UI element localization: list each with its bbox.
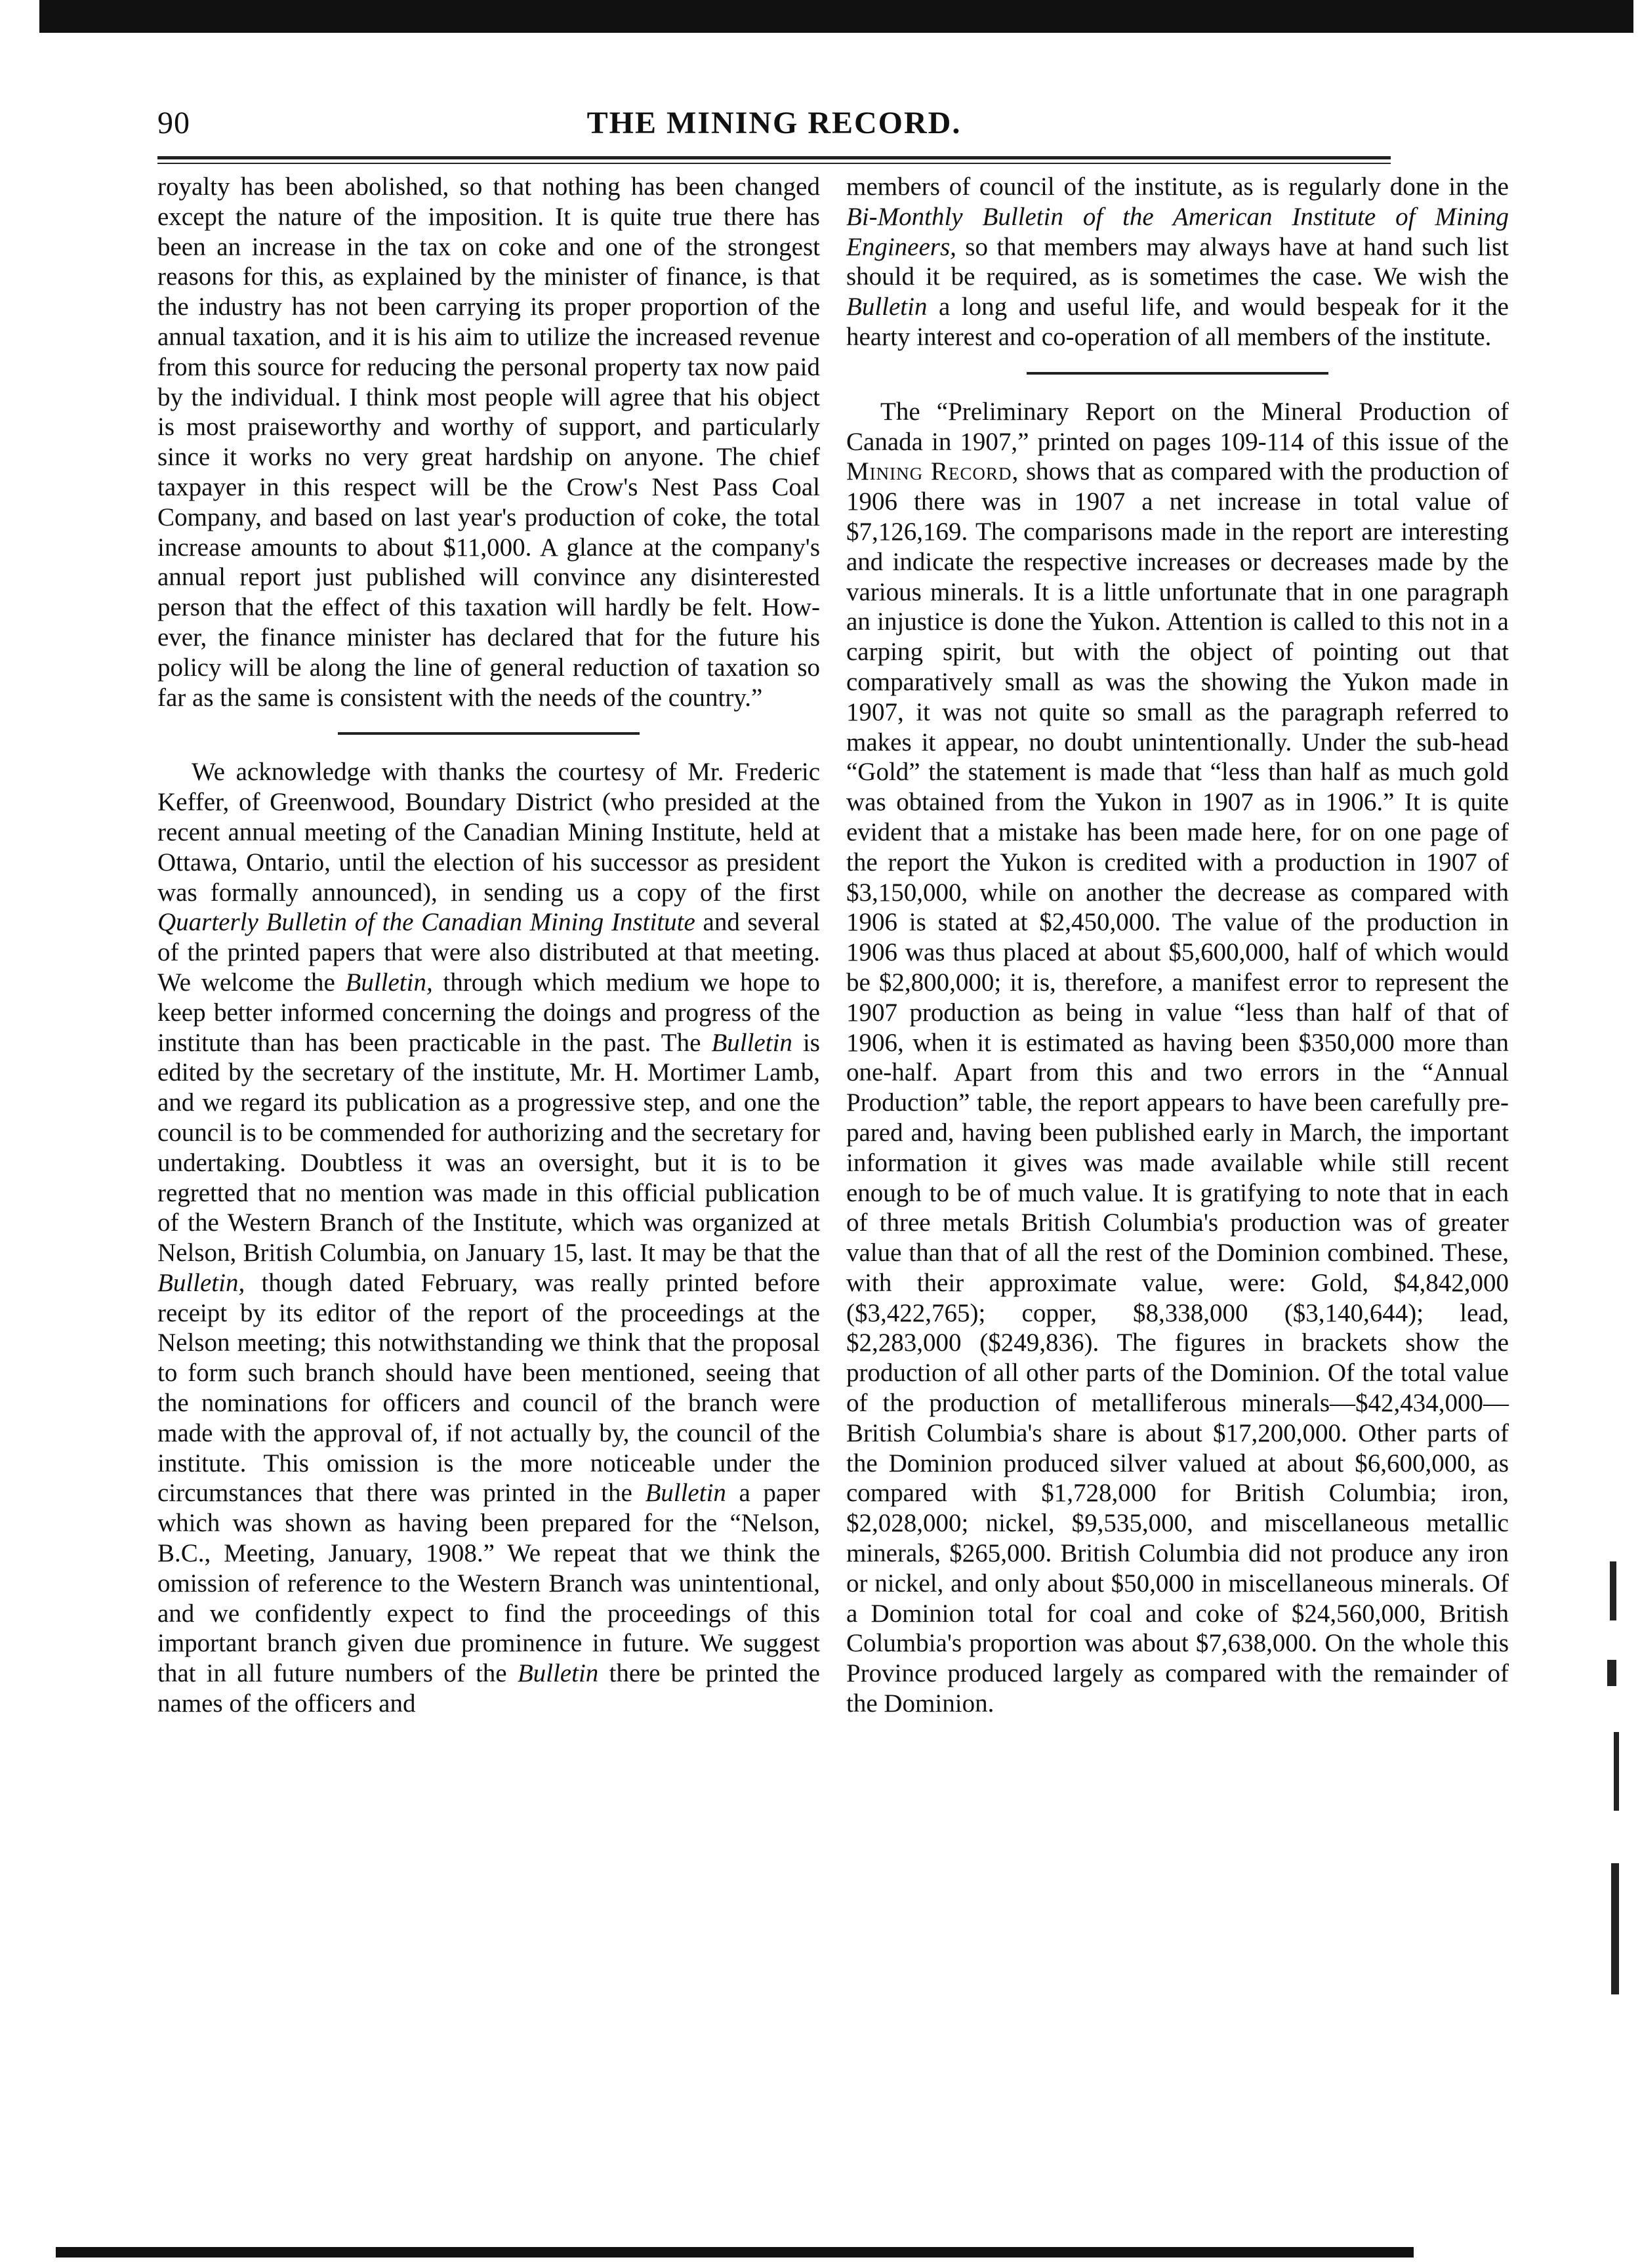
italic-title: Bulletin, [157, 1268, 245, 1297]
text-run: The “Preliminary Report on the Mineral Production of Canada in 1907,” printed on pages 109-114 of this issue of the [846, 397, 1509, 456]
left-column [157, 172, 820, 1719]
italic-title: Bulletin, [345, 968, 433, 997]
paragraph-text: royalty has been abolished, so that nothing has been changed except the nature of the imposition. It is quite true there has been an increase in the tax on coke and one of the strongest reasons for this, as explained by the minister of finance, is that the industry has not been carrying its proper proportion of the annual taxation, and it is his aim to utilize the increased revenue from this source for reducing the personal property tax now paid by the individual. I think most people will agree that his object is most praiseworthy and worthy of support, and particularly since it works no very great hardship on anyone. The chief taxpayer in this respect will be the Crow's Nest Pass Coal Company, and based on last year's production of coke, the total increase amounts to about $11,000. A glance at the company's annual report just published will convince any disinterested person that the effect of this taxation will hardly be felt. However, the finance minister has declared that for the future his policy will be along the line of general reduction of taxation so far as the same is consistent with the needs of the country.” [157, 173, 820, 712]
right-column [846, 172, 1509, 1719]
text-run: shows that as compared with the production of 1906 there was in 1907 a net increase in total value of $7,126,169. The comparisons made in the report are interesting and indicate the respective increases or decreases made by the various minerals. It is a little unfortunate that in one paragraph an injustice is done the Yukon. Attention is called to this not in a carping spirit, but with the object of pointing out that comparatively small as was the showing the Yukon made in 1907, it was not quite so small as the paragraph referred to makes it appear, no doubt unintentionally. Under the sub-head “Gold” the statement is made that “less than half as much gold was obtained from the Yukon in 1907 as in 1906.” It is quite evident that a mistake has been made here, for on one page of the report the Yukon is credited with a production in 1907 of $3,150,000, while on another the decrease as compared with 1906 is stated at $2,450,000. The value of the production in 1906 was thus placed at about $5,600,000, half of which would be $2,800,000; it is, therefore, a manifest error to represent the 1907 production as being in value “less than half of that of 1906, when it is estimated as having been $350,000 more than one-half. Apart from this and two errors in the “Annual Production” table, the report appears to have been carefully prepared and, having been published early in March, the important information it gives was made available while still recent enough to be of much value. It is gratifying to note that in each of three metals British Columbia's production was of greater value than that of all the rest of the Dominion combined. These, with their approximate value, were: Gold, $4,842,000 ($3,422,765); copper, $8,338,000 ($3,140,644); lead, $2,283,000 ($249,836). The figures in brackets show the production of all other parts of the Dominion. Of the total value of the production of metalliferous minerals—$42,434,000—British Columbia's share is about $17,200,000. Other parts of the Dominion produced silver valued at about $6,600,000, as compared with $1,728,000 for British Columbia; iron, $2,028,000; nickel, $9,535,000, and miscellaneous metallic minerals, $265,000. British Columbia did not produce any iron or nickel, and only about $50,000 in miscellaneous minerals. Of a Dominion total for coal and coke of $24,560,000, British Columbia's proportion was about $7,638,000. On the whole this Province produced largely as compared with the remainder of the Dominion. [846, 457, 1509, 1718]
text-run: there be printed the names of the officers and [157, 1659, 820, 1718]
page-number: 90 [157, 106, 190, 140]
paragraph-royalty [157, 172, 820, 712]
text-run: through which medium we hope to keep better informed concerning the doings and progress of the institute than has been practicable in the past. The [157, 968, 820, 1057]
running-title: THE MINING RECORD. [586, 106, 962, 140]
paragraph-preliminary-report [846, 397, 1509, 1719]
italic-title: Bulletin [517, 1659, 599, 1688]
top-border-gap [0, 0, 39, 33]
scan-edge-artifact [1601, 1561, 1627, 2021]
text-run: though dated February, was really printed before receipt by its editor of the report of the proceedings at the Nelson meeting; this notwithstanding we think that the proposal to form such branch should have been mentioned, seeing that the nominations for officers and council of the branch were made with the approval of, if not actually by, the council of the institute. This omission is the more noticeable under the circumstances that there was printed in the [157, 1268, 820, 1508]
italic-title: Quarterly Bulletin of the Canadian Mining Institute [157, 908, 695, 937]
italic-title: Bi-Monthly Bulletin of the American Institute of Mining Engineers, [846, 202, 1509, 261]
text-run: a long and useful life, and would bespeak for it the hearty interest and co-operation of all members of the institute. [846, 293, 1509, 351]
page-header [157, 105, 1391, 157]
text-run: a paper which was shown as having been prepared for the “Nelson, B.C., Meeting, January, 1908.” We repeat that we think the omission of reference to the Western Branch was unintentional, and we confidently expect to find the proceedings of this important branch given due prominence in future. We suggest that in all future numbers of the [157, 1479, 820, 1688]
paragraph-bulletin [157, 757, 820, 1719]
header-rule [157, 156, 1391, 164]
section-separator [1027, 372, 1328, 375]
top-border-rule [39, 0, 1633, 33]
small-caps-title: Mining Record, [846, 457, 1019, 486]
italic-title: Bulletin [846, 293, 928, 321]
text-run: We acknowledge with thanks the courtesy of Mr. Frederic Keffer, of Greenwood, Boundary District (who presided at the recent annual meeting of the Canadian Mining Institute, held at Ottawa, Ontario, until the election of his successor as president was formally announced), in sending us a copy of the first [157, 758, 820, 907]
section-separator [338, 732, 640, 735]
italic-title: Bulletin [711, 1028, 792, 1057]
text-run: so that members may always have at hand such list should it be required, as is sometimes the case. We wish the [846, 232, 1509, 291]
italic-title: Bulletin [645, 1479, 726, 1508]
bottom-border-rule [56, 2247, 1414, 2258]
text-run: is edited by the secretary of the institute, Mr. H. Mortimer Lamb, and we regard its publication as a progressive step, and one the council is to be commended for authorizing and the secretary for undertaking. Doubtless it was an oversight, but it is to be regretted that no mention was made in this official publication of the Western Branch of the Institute, which was organized at Nelson, British Columbia, on January 15, last. It may be that the [157, 1028, 820, 1268]
text-run: and several of the printed papers that were also distributed at that meeting. We welcome the [157, 908, 820, 997]
paragraph-council [846, 172, 1509, 352]
text-run: members of council of the institute, as is regularly done in the [846, 173, 1509, 201]
